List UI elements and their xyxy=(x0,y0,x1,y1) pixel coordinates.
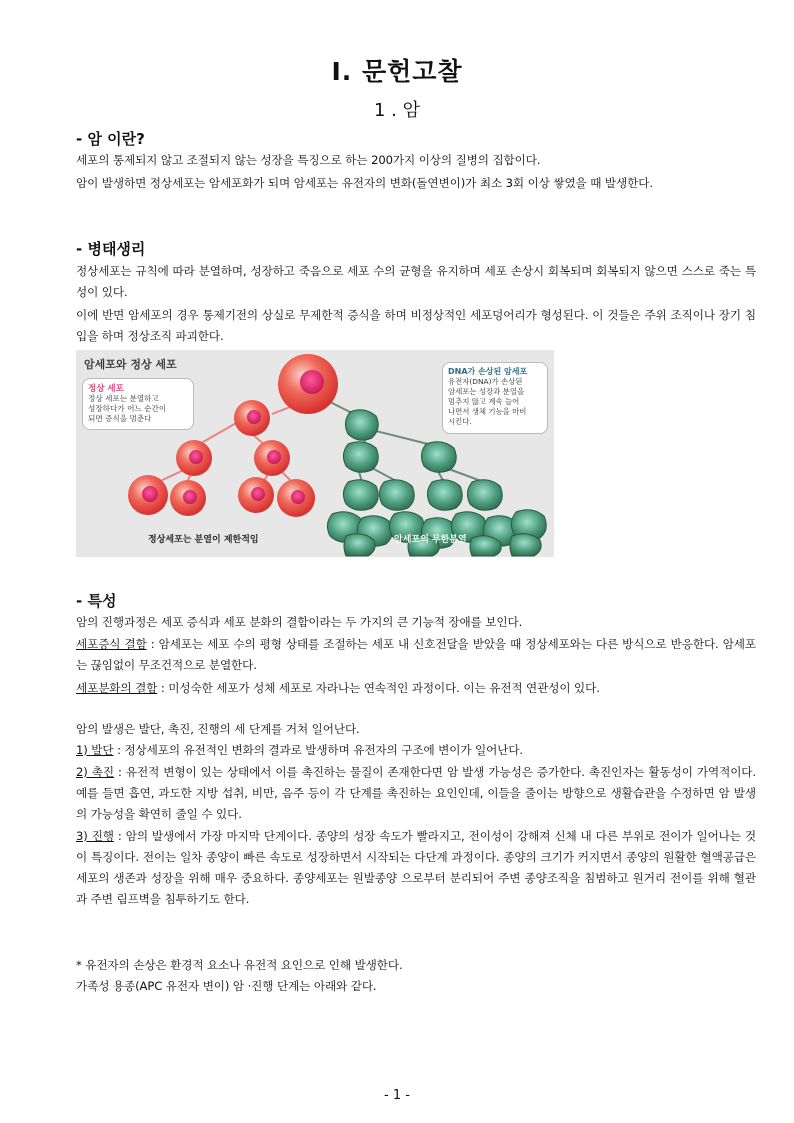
paragraph-occurrence: 암이 발생하면 정상세포는 암세포화가 되며 암세포는 유전자의 변화(돌연변이)가 최소 3회 이상 쌓였을 때 발생한다. xyxy=(76,176,653,190)
term-proliferation-defect: 세포증식 결함 xyxy=(76,637,147,651)
promotion-text: : 유전적 변형이 있는 상태에서 이를 촉진하는 물질이 존재한다면 암 발생 가능성은 증가한다. 촉진인자는 활동성이 가역적이다. 예를 들면 흡연, 과도한 지방 섭취, 비만, 음주 등이 각 단계를 촉진하는 요인인데, 이들을 줄이는 방향으로 생활습관을 수정하면 암 발생의 가능성을 확연히 줄일 수 있다. xyxy=(76,765,756,821)
paragraph-progression xyxy=(76,826,756,910)
cancer-callout-line: 멈추지 않고 계속 늘어 xyxy=(448,397,520,406)
proliferation-defect-text: : 암세포는 세포 수의 평형 상태를 조절하는 세포 내 신호전달을 받았을 때 정상세포와는 다른 방식으로 반응한다. 암세포는 끊임없이 무조건적으로 분열한다. xyxy=(76,637,757,672)
paragraph-cancer-cells: 이에 반면 암세포의 경우 통제기전의 상실로 무제한적 증식을 하며 비정상적인 세포덩어리가 형성된다. 이 것들은 주위 조직이나 장기 침입을 하며 정상조직 파괴한다. xyxy=(76,308,756,343)
heading-what-is-cancer: - 암 이란? xyxy=(76,130,145,148)
cancer-callout-title: DNA가 손상된 암세포 xyxy=(448,367,528,376)
page-title: Ⅰ. 문헌고찰 xyxy=(331,57,463,86)
normal-callout-title: 정상 세포 xyxy=(88,384,124,394)
normal-callout-line: 정상 세포는 분열하고 xyxy=(88,394,159,403)
note-gene-damage: * 유전자의 손상은 환경적 요소나 유전적 요인으로 인해 발생한다. xyxy=(76,958,403,972)
paragraph-progression-intro: 암의 진행과정은 세포 증식과 세포 분화의 결함이라는 두 가지의 큰 기능적 장애를 보인다. xyxy=(76,615,523,629)
heading-pathophysiology: - 병태생리 xyxy=(76,240,146,258)
cancer-vs-normal-cell-figure xyxy=(76,350,554,557)
initiation-text: : 정상세포의 유전적인 변화의 결과로 발생하며 유전자의 구조에 변이가 일어난다. xyxy=(113,743,524,757)
cancer-cell-callout xyxy=(442,362,548,434)
term-promotion: 2) 촉진 xyxy=(76,765,114,779)
progression-text: : 암의 발생에서 가장 마지막 단계이다. 종양의 성장 속도가 빨라지고, 전이성이 강해져 신체 내 다른 부위로 전이가 일어나는 것이 특징이다. 전이는 일차 종양이 빠른 속도로 성장하면서 시작되는 다단계 과정이다. 종양의 크기가 커지면서 종양의 원활한 혈액공급은 세포의 생존과 성장을 위해 매우 중요하다. 종양세포는 원발종양 으로부터 분리되어 주변 종양조직을 침범하고 원거리 전이를 위해 혈관과 주변 림프벽을 침투하기도 한다. xyxy=(76,829,756,906)
cancer-callout-line: 암세포는 성장과 분열을 xyxy=(448,387,525,396)
normal-cell-callout xyxy=(82,378,194,430)
note-familial-polyposis: 가족성 용종(APC 유전자 변이) 암 ·진행 단계는 아래와 같다. xyxy=(76,979,377,993)
cancer-cell-caption: 암세포의 무한분열 xyxy=(394,535,467,545)
term-differentiation-defect: 세포분화의 결함 xyxy=(76,681,158,695)
paragraph-proliferation-defect xyxy=(76,634,756,676)
normal-callout-line: 성장하다가 어느 순간이 xyxy=(88,404,167,413)
cancer-callout-line: 시킨다. xyxy=(448,417,472,426)
paragraph-three-stages: 암의 발생은 발단, 촉진, 진행의 세 단계를 거쳐 일어난다. xyxy=(76,722,360,736)
heading-characteristics: - 특성 xyxy=(76,592,117,610)
page-number: - 1 - xyxy=(384,1088,410,1103)
differentiation-defect-text: : 미성숙한 세포가 성체 세포로 자라나는 연속적인 과정이다. 이는 유전적 연관성이 있다. xyxy=(157,681,600,695)
figure-title: 암세포와 정상 세포 xyxy=(84,358,177,371)
normal-cell-caption: 정상세포는 분열이 제한적임 xyxy=(148,535,259,545)
paragraph-differentiation-defect xyxy=(76,678,756,699)
cancer-callout-line: 유전자(DNA)가 손상된 xyxy=(448,377,523,386)
section-subtitle: 1 . 암 xyxy=(373,100,420,121)
paragraph-definition: 세포의 통제되지 않고 조절되지 않는 성장을 특징으로 하는 200가지 이상의 질병의 집합이다. xyxy=(76,153,541,167)
paragraph-normal-cells: 정상세포는 규칙에 따라 분열하며, 성장하고 죽음으로 세포 수의 균형을 유지하며 세포 손상시 회복되며 회복되지 않으면 스스로 죽는 특성이 있다. xyxy=(76,264,756,299)
cancer-callout-line: 나면서 생체 기능을 마비 xyxy=(448,407,527,416)
normal-callout-line: 되면 증식을 멈춘다 xyxy=(88,414,152,423)
paragraph-initiation xyxy=(76,740,756,761)
term-initiation: 1) 발단 xyxy=(76,743,114,757)
paragraph-promotion xyxy=(76,762,756,825)
term-progression: 3) 진행 xyxy=(76,829,114,843)
